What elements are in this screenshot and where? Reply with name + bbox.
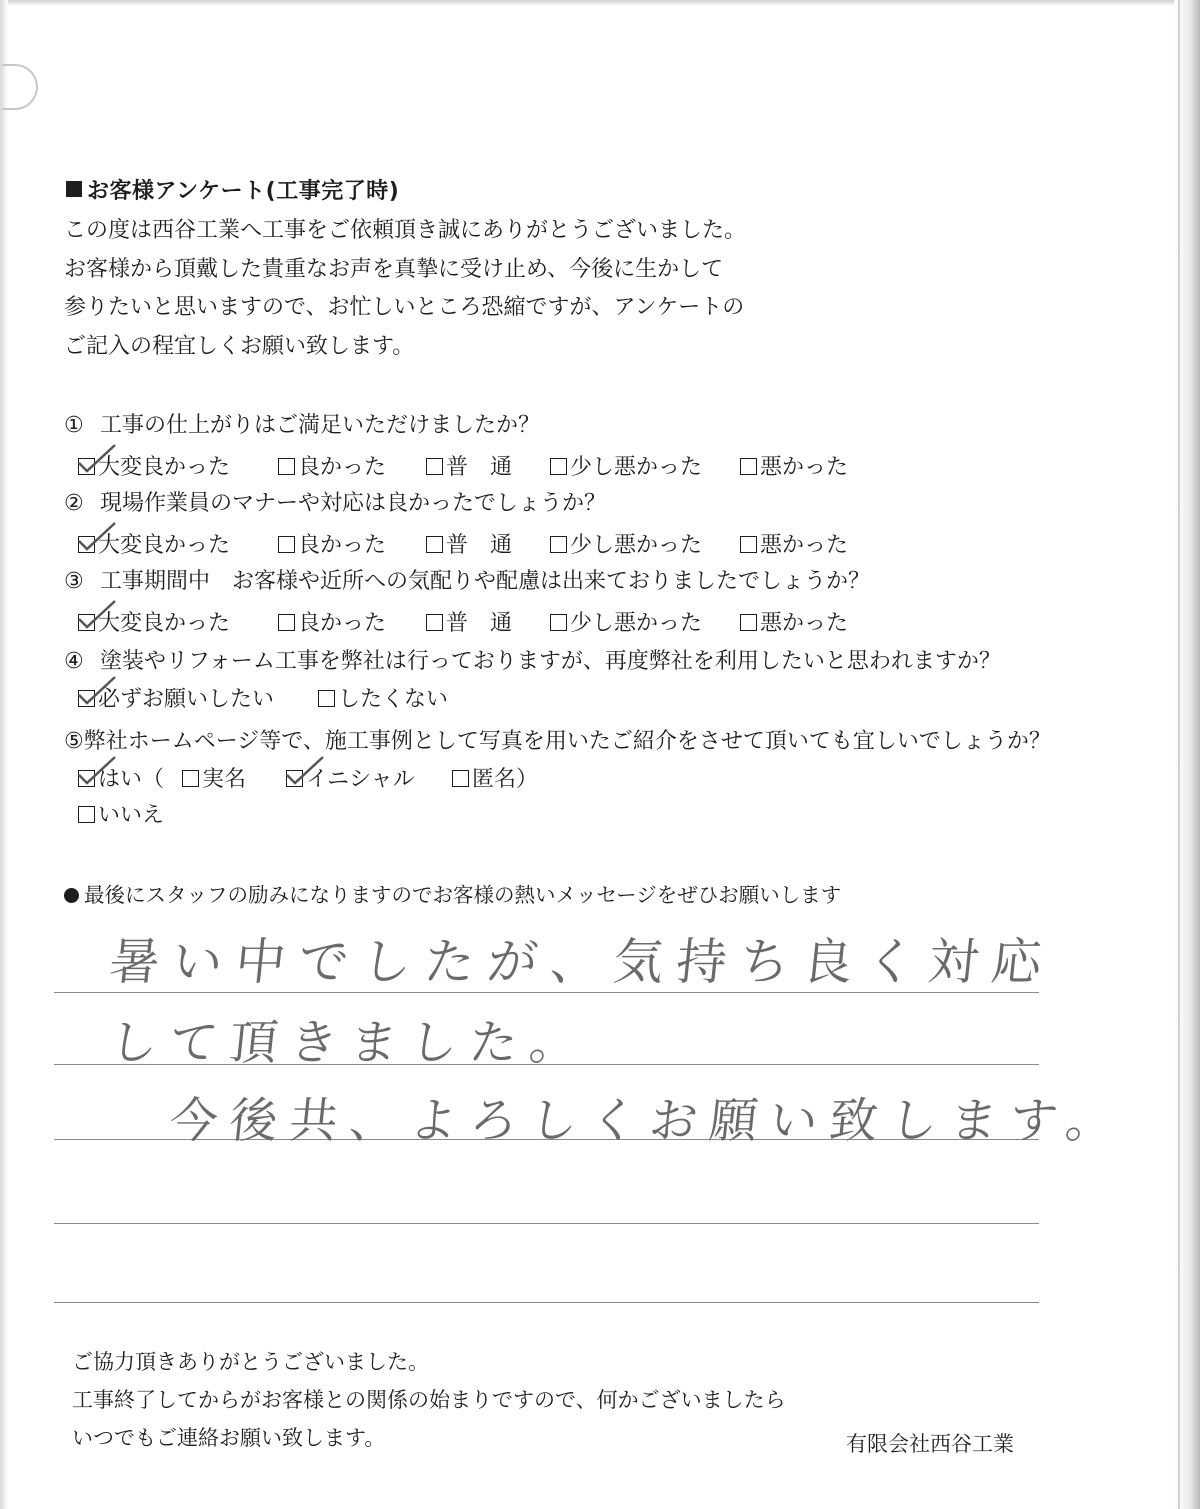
option-average[interactable]: 普 通 bbox=[426, 450, 512, 481]
scan-left-edge bbox=[0, 0, 8, 1509]
checkbox[interactable] bbox=[426, 458, 443, 475]
checkbox[interactable] bbox=[78, 536, 95, 553]
option-somewhat-bad[interactable]: 少し悪かった bbox=[550, 450, 702, 481]
option-very-good[interactable]: 大変良かった bbox=[78, 606, 230, 637]
option-good[interactable]: 良かった bbox=[278, 450, 386, 481]
question-4 bbox=[64, 644, 1001, 675]
checkbox[interactable] bbox=[426, 614, 443, 631]
page-fold-line bbox=[1178, 0, 1180, 1509]
option-yes[interactable]: はい（ bbox=[78, 762, 164, 793]
checkbox[interactable] bbox=[550, 536, 567, 553]
checkbox[interactable] bbox=[78, 458, 95, 475]
handwritten-line: して頂きました。 bbox=[106, 1015, 593, 1071]
question-number: ③ bbox=[64, 569, 84, 594]
handwritten-line: 今後共、よろしくお願い致します。 bbox=[166, 1093, 1129, 1149]
question-1 bbox=[64, 408, 540, 439]
intro-text bbox=[64, 212, 824, 366]
message-line bbox=[54, 1223, 1039, 1224]
checkbox[interactable] bbox=[740, 458, 757, 475]
message-line bbox=[54, 1302, 1039, 1303]
checkbox[interactable] bbox=[182, 770, 199, 787]
survey-title: お客様アンケート(工事完了時) bbox=[66, 174, 399, 205]
option-do-not-want[interactable]: したくない bbox=[318, 682, 448, 713]
circle-bullet-icon bbox=[64, 888, 79, 903]
option-average[interactable]: 普 通 bbox=[426, 606, 512, 637]
checkbox[interactable] bbox=[78, 614, 95, 631]
question-number: ④ bbox=[64, 649, 84, 674]
scan-top-edge bbox=[0, 0, 1200, 6]
closing-line: 工事終了してからがお客様との関係の始まりですので、何かございましたら bbox=[72, 1388, 786, 1412]
checkbox[interactable] bbox=[550, 614, 567, 631]
closing-line: ご協力頂きありがとうございました。 bbox=[72, 1350, 429, 1374]
closing-line: いつでもご連絡お願い致します。 bbox=[72, 1426, 386, 1450]
message-title: 最後にスタッフの励みになりますのでお客様の熱いメッセージをぜひお願いします bbox=[64, 878, 841, 908]
intro-line: お客様から頂戴した貴重なお声を真摯に受け止め、今後に生かして bbox=[64, 256, 724, 282]
check-mark-icon bbox=[75, 519, 125, 559]
question-5 bbox=[64, 724, 1051, 755]
option-bad[interactable]: 悪かった bbox=[740, 450, 848, 481]
option-very-good[interactable]: 大変良かった bbox=[78, 528, 230, 559]
checkbox[interactable] bbox=[550, 458, 567, 475]
check-mark-icon bbox=[75, 673, 125, 713]
option-good[interactable]: 良かった bbox=[278, 528, 386, 559]
option-definitely-request[interactable]: 必ずお願いしたい bbox=[78, 682, 274, 713]
checkbox[interactable] bbox=[426, 536, 443, 553]
intro-line: 参りたいと思いますので、お忙しいところ恐縮ですが、アンケートの bbox=[64, 295, 745, 320]
checkbox[interactable] bbox=[278, 614, 295, 631]
handwritten-line: 暑い中でしたが、気持ち良く対応 bbox=[106, 933, 1058, 991]
checkbox[interactable] bbox=[452, 770, 469, 787]
option-initials[interactable]: イニシャル bbox=[286, 762, 415, 793]
option-bad[interactable]: 悪かった bbox=[740, 606, 848, 637]
option-anonymous[interactable]: 匿名） bbox=[452, 762, 538, 793]
option-good[interactable]: 良かった bbox=[278, 606, 386, 637]
question-text: 工事期間中 お客様や近所への気配りや配慮は出来ておりましたでしょうか？ bbox=[100, 569, 871, 594]
option-average[interactable]: 普 通 bbox=[426, 528, 512, 559]
closing-text bbox=[72, 1343, 786, 1457]
question-text: 現場作業員のマナーや対応は良かったでしょうか？ bbox=[100, 491, 607, 516]
question-text: 弊社ホームページ等で、施工事例として写真を用いたご紹介をさせて頂いても宜しいでしょうか？ bbox=[83, 729, 1051, 754]
intro-line: この度は西谷工業へ工事をご依頼頂き誠にありがとうございました。 bbox=[64, 218, 747, 243]
checkbox[interactable] bbox=[318, 690, 335, 707]
question-number: ① bbox=[64, 413, 84, 438]
checkbox[interactable] bbox=[78, 770, 95, 787]
binder-hole bbox=[2, 64, 38, 110]
question-text: 工事の仕上がりはご満足いただけましたか？ bbox=[100, 413, 541, 438]
handwritten-message bbox=[90, 920, 1129, 1160]
checkbox[interactable] bbox=[740, 536, 757, 553]
question-number: ② bbox=[64, 491, 84, 516]
company-name: 有限会社西谷工業 bbox=[846, 1432, 1014, 1456]
intro-line: ご記入の程宜しくお願い致します。 bbox=[64, 333, 415, 359]
question-2 bbox=[64, 486, 606, 517]
checkbox[interactable] bbox=[78, 690, 95, 707]
check-mark-icon bbox=[75, 441, 125, 481]
checkbox[interactable] bbox=[740, 614, 757, 631]
question-text: 塗装やリフォーム工事を弊社は行っておりますが、再度弊社を利用したいと思われますか？ bbox=[100, 649, 1001, 674]
check-mark-icon bbox=[283, 753, 333, 793]
option-real-name[interactable]: 実名 bbox=[182, 762, 246, 793]
checkbox[interactable] bbox=[278, 536, 295, 553]
option-no[interactable]: いいえ bbox=[78, 798, 164, 829]
question-3 bbox=[64, 564, 870, 595]
square-bullet-icon bbox=[66, 181, 82, 197]
checkbox[interactable] bbox=[278, 458, 295, 475]
checkbox[interactable] bbox=[78, 806, 95, 823]
option-somewhat-bad[interactable]: 少し悪かった bbox=[550, 606, 702, 637]
check-mark-icon bbox=[75, 597, 125, 637]
checkbox[interactable] bbox=[286, 770, 303, 787]
option-very-good[interactable]: 大変良かった bbox=[78, 450, 230, 481]
check-mark-icon bbox=[75, 753, 125, 793]
question-number: ⑤ bbox=[64, 729, 84, 754]
option-somewhat-bad[interactable]: 少し悪かった bbox=[550, 528, 702, 559]
option-bad[interactable]: 悪かった bbox=[740, 528, 848, 559]
